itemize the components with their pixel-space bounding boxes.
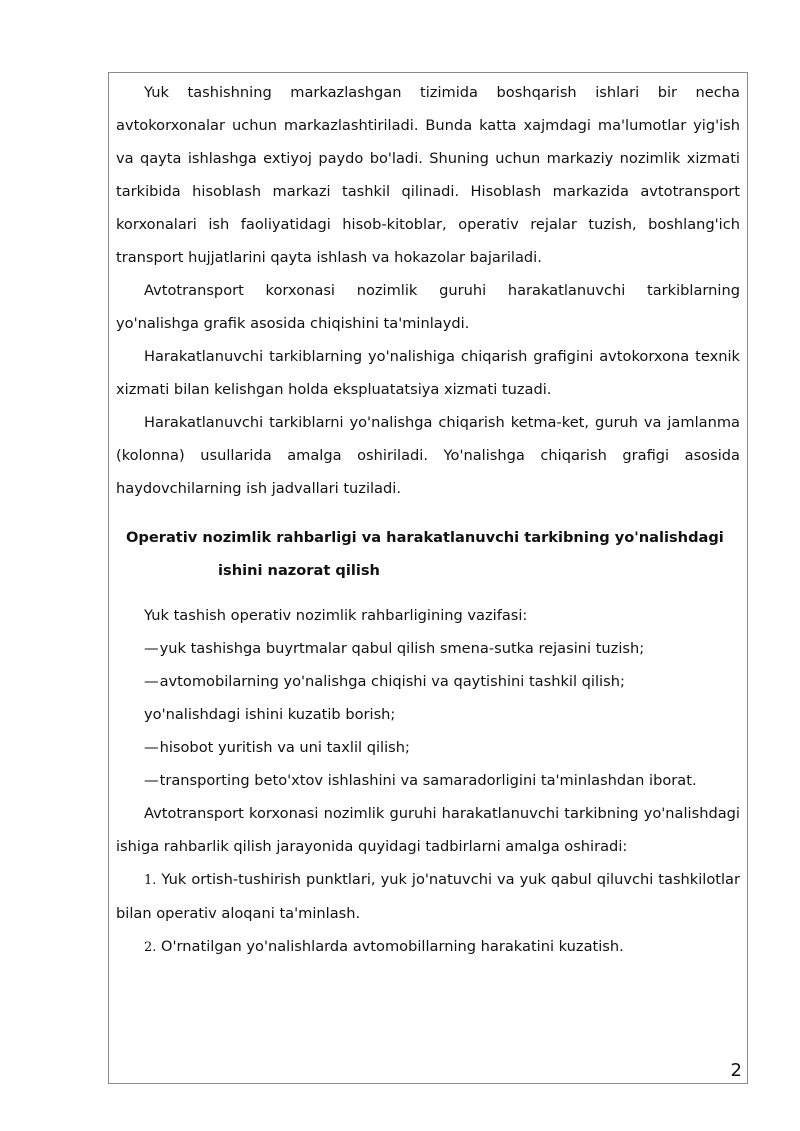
section-heading-line: ishini nazorat qilish <box>218 562 380 579</box>
document-body <box>116 76 740 964</box>
list-item-text: avtomobilarning yo'nalishga chiqishi va qaytishini tashkil qilish; <box>159 673 625 690</box>
page-number: 2 <box>730 1060 742 1081</box>
dash-bullet <box>144 640 160 657</box>
numbered-item-text: Yuk ortish-tushirish punktlari, yuk jo'natuvchi va yuk qabul qiluvchi tashkilotlar bilan operativ aloqani ta'minlash. <box>116 871 741 922</box>
dash-bullet <box>144 772 160 789</box>
item-number: 1. <box>144 873 157 888</box>
numbered-item <box>116 863 740 930</box>
numbered-item-text: O'rnatilgan yo'nalishlarda avtomobillarning harakatini kuzatish. <box>161 938 624 955</box>
section-heading-line: Operativ nozimlik rahbarligi va harakatlanuvchi tarkibning yo'nalishdagi <box>126 529 724 546</box>
list-item <box>116 665 740 698</box>
duties-intro: Yuk tashish operativ nozimlik rahbarligining vazifasi: <box>144 607 528 624</box>
paragraph: Yuk tashishning markazlashgan tizimida boshqarish ishlari bir necha avtokorxonalar uchun markazlashtiriladi. Bunda katta xajmdagi ma'lumotlar yig'ish va qayta ishlashga extiyoj paydo bo'ladi. Shuning uchun markaziy nozimlik xizmati tarkibida hisoblash markazi tashkil qilinadi. Hisoblash markazida avtotransport korxonalari ish faoliyatidagi hisob-kitoblar, operativ rejalar tuzish, boshlang'ich transport hujjatlarini qayta ishlash va hokazolar bajariladi. <box>116 84 740 266</box>
list-item-text: yuk tashishga buyrtmalar qabul qilish smena-sutka rejasini tuzish; <box>159 640 645 657</box>
paragraph: Harakatlanuvchi tarkiblarning yo'nalishiga chiqarish grafigini avtokorxona texnik xizmati bilan kelishgan holda ekspluatatsiya xizmati tuzadi. <box>116 348 740 398</box>
section-heading <box>116 521 740 587</box>
paragraph: Avtotransport korxonasi nozimlik guruhi harakatlanuvchi tarkiblarning yo'nalishga grafik asosida chiqishini ta'minlaydi. <box>116 282 740 332</box>
list-item-text: hisobot yuritish va uni taxlil qilish; <box>159 739 410 756</box>
dash-bullet <box>144 739 160 756</box>
list-item-text: yo'nalishdagi ishini kuzatib borish; <box>144 706 396 723</box>
list-item-text: transporting beto'xtov ishlashini va samaradorligini ta'minlashdan iborat. <box>159 772 697 789</box>
dash-bullet <box>144 673 160 690</box>
list-item <box>116 698 740 731</box>
numbered-item <box>116 930 740 964</box>
list-item <box>116 632 740 665</box>
measures-intro: Avtotransport korxonasi nozimlik guruhi harakatlanuvchi tarkibning yo'nalishdagi ishiga rahbarlik qilish jarayonida quyidagi tadbirlarni amalga oshiradi: <box>116 805 740 855</box>
item-number: 2. <box>144 940 157 955</box>
paragraph: Harakatlanuvchi tarkiblarni yo'nalishga chiqarish ketma-ket, guruh va jamlanma (kolonna) usullarida amalga oshiriladi. Yo'nalishga chiqarish grafigi asosida haydovchilarning ish jadvallari tuziladi. <box>116 414 740 497</box>
list-item <box>116 764 740 797</box>
list-item <box>116 731 740 764</box>
